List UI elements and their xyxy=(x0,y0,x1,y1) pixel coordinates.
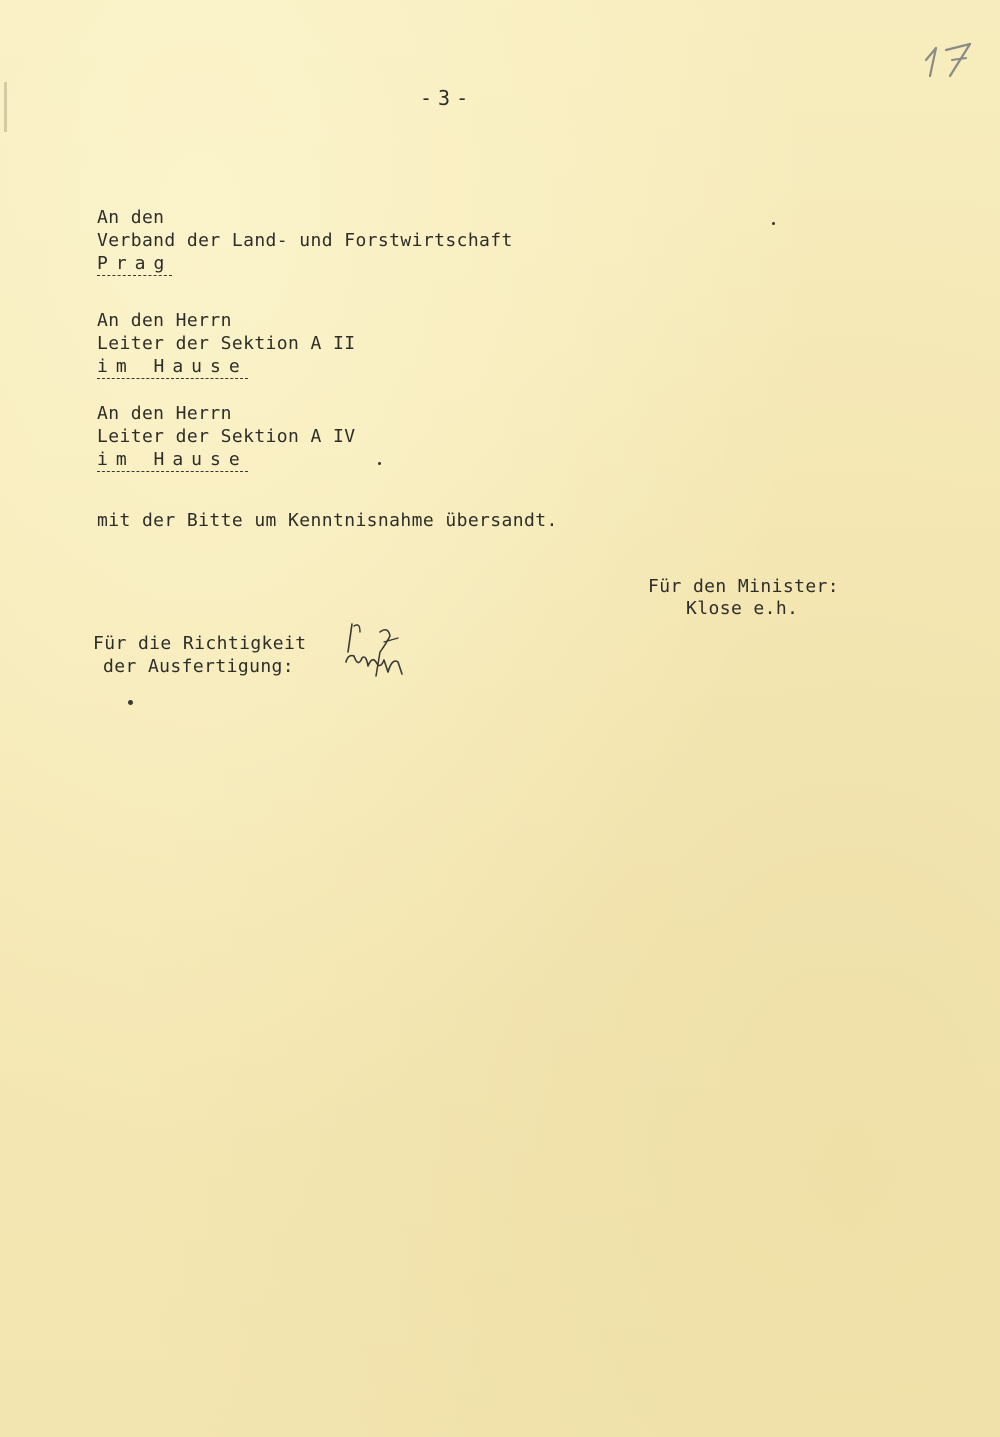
recipient-2-place-text: im Hause xyxy=(97,356,248,377)
recipient-3-name: Leiter der Sektion A IV xyxy=(97,426,356,447)
page-number: -3- xyxy=(420,86,475,110)
recipient-2-salutation: An den Herrn xyxy=(97,310,232,331)
handwritten-signature xyxy=(340,618,410,680)
certification-line-2: der Ausfertigung: xyxy=(103,656,295,677)
certification-line-1: Für die Richtigkeit xyxy=(93,633,307,654)
recipient-3-place-text: im Hause xyxy=(97,449,248,470)
recipient-1-place xyxy=(97,252,172,275)
ink-dot xyxy=(378,462,381,465)
ink-dot xyxy=(128,700,133,705)
edge-mark xyxy=(4,82,7,132)
recipient-1-salutation: An den xyxy=(97,207,165,228)
recipient-1-name: Verband der Land- und Forstwirtschaft xyxy=(97,230,513,251)
recipient-1-place-text: Prag xyxy=(97,253,173,274)
recipient-2-name: Leiter der Sektion A II xyxy=(97,333,356,354)
recipient-2-place xyxy=(97,355,248,378)
closing-line-2: Klose e.h. xyxy=(686,598,799,619)
handwritten-folio-number xyxy=(920,30,980,80)
recipient-3-salutation: An den Herrn xyxy=(97,403,232,424)
closing-line-1: Für den Minister: xyxy=(648,576,840,597)
body-text: mit der Bitte um Kenntnisnahme übersandt. xyxy=(97,510,558,531)
recipient-3-place xyxy=(97,448,248,471)
ink-dot xyxy=(772,222,775,225)
